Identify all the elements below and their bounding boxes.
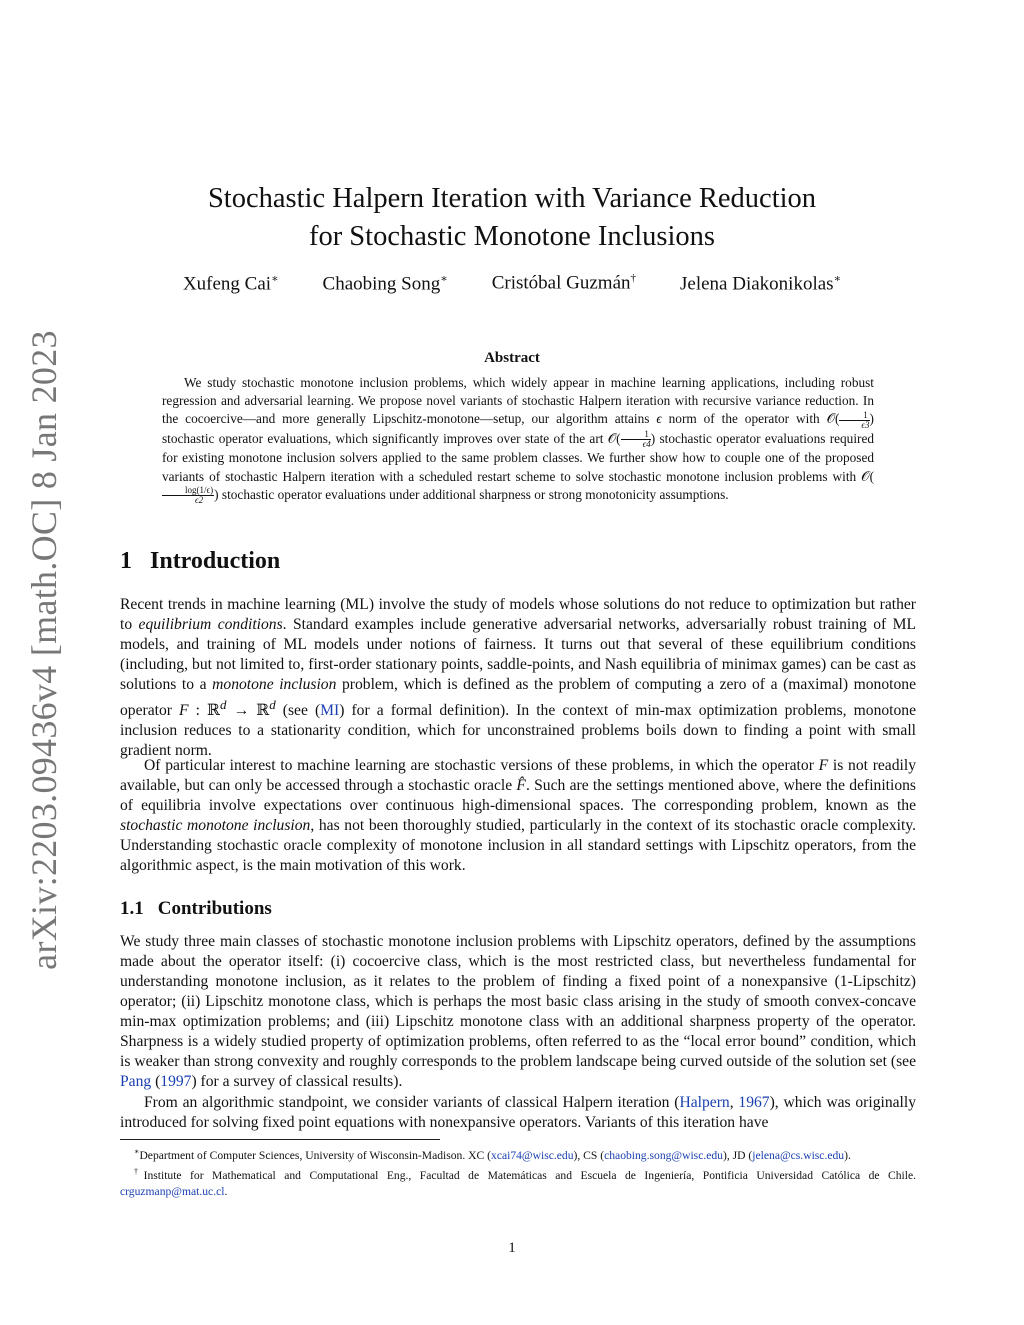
citation-link[interactable]: Pang [120, 1073, 152, 1090]
email-link[interactable]: jelena@cs.wisc.edu [752, 1148, 845, 1162]
footnotes [120, 1144, 916, 1200]
author: Xufeng Cai∗ [182, 273, 279, 295]
email-link[interactable]: xcai74@wisc.edu [491, 1148, 574, 1162]
arxiv-identifier: arXiv:2203.09436v4 [math.OC] 8 Jan 2023 [24, 330, 64, 970]
fraction: $\frac{1}{\epsilon 3}$ [839, 411, 869, 430]
citation-year-link[interactable]: 1967 [738, 1094, 770, 1111]
intro-paragraph-1: Recent trends in machine learning (ML) involve the study of models whose solutions do not reduce to optimization but rather to equilibrium conditions. Standard examples include generative adversarial networks, adversarially robust training of ML models, and training of ML models under notions of fairness. It turns out that several of these equilibrium conditions (including, but not limited to, first-order stationary points, saddle-points, and Nash equilibria of minimax games) can be cast as solutions to a monotone inclusion problem, which is defined as the problem of computing a zero of a (maximal) monotone operator F : ℝ$^d$ → ℝ$^d$ (see (MI) for a formal definition). In the context of min-max optimization problems, monotone inclusion reduces to a stationarity condition, which for unconstrained problems boils down to finding a point with small gradient norm. [120, 596, 917, 760]
subsection-heading-contributions: 1.1 Contributions [120, 898, 272, 919]
abstract-body: We study stochastic monotone inclusion problems, which widely appear in machine learning applications, including robust regression and adversarial learning. We propose novel variants of stochastic Halpern iteration with recursive variance reduction. In the cocoercive—and more generally Lipschitz-monotone—setup, our algorithm attains ϵ norm of the operator with 𝒪( $\frac{1}{\epsilon 3}$ ) stochastic operator evaluations, which significantly improves over state of the art 𝒪( $\frac{1}{\epsilon 4}$ ) stochastic operator evaluations required for existing monotone inclusion solvers applied to the same problem classes. We further show how to couple one of the proposed variants of stochastic Halpern iteration with a scheduled restart scheme to solve stochastic monotone inclusion problems with 𝒪( $\frac{\log(1/\epsilon)}{\epsilon 2}$ ) stochastic operator evaluations under additional sharpness or strong monotonicity assumptions. [162, 375, 874, 506]
citation-year-link[interactable]: 1997 [160, 1073, 192, 1090]
author: Chaobing Song∗ [322, 273, 448, 295]
author: Cristóbal Guzmán† [491, 272, 637, 294]
footnote-2: †Institute for Mathematical and Computational Eng., Facultad de Matemáticas and Escuela de Ingeniería, Pontificia Universidad Católica de Chile. crguzmanp@mat.uc.cl. [120, 1166, 917, 1198]
fraction: $\frac{1}{\epsilon 4}$ [621, 430, 651, 449]
contributions-paragraph-1: We study three main classes of stochastic monotone inclusion problems with Lipschitz operators, defined by the assumptions made about the operator itself: (i) cocoercive class, which is the most restricted class, but nevertheless fundamental for understanding monotone inclusion, as it relates to the problem of finding a fixed point of a nonexpansive (1-Lipschitz) operator; (ii) Lipschitz monotone class, which is perhaps the most basic class arising in the study of smooth convex-concave min-max optimization problems; and (iii) Lipschitz monotone class with an additional sharpness property of the operator. Sharpness is a widely studied property of optimization problems, often referred to as the “local error bound” condition, which is weaker than strong convexity and roughly corresponds to the problem landscape being curved outside of the solution set (see Pang (1997) for a survey of classical results). [120, 933, 916, 1090]
contributions-paragraph-2: From an algorithmic standpoint, we consider variants of classical Halpern iteration (Halpern, 1967), which was originally introduced for solving fixed point equations with nonexpansive operators. Variants of this iteration have [120, 1094, 917, 1131]
fraction: $\frac{\log(1/\epsilon)}{\epsilon 2}$ [162, 486, 214, 505]
section-heading-introduction: 1 Introduction [120, 548, 281, 574]
author-list [0, 272, 1024, 295]
title-line-2: for Stochastic Monotone Inclusions [308, 221, 716, 252]
footnote-1: ∗Department of Computer Sciences, University of Wisconsin-Madison. XC (xcai74@wisc.edu), CS (chaobing.song@wisc.edu), JD (jelena@cs.wisc.edu). [134, 1147, 851, 1162]
intro-paragraph-2: Of particular interest to machine learning are stochastic versions of these problems, in which the operator F is not readily available, but can only be accessed through a stochastic oracle F̂. Such are the settings mentioned above, where the definitions of equilibria involve expectations over continuous high-dimensional spaces. The corresponding problem, known as the stochastic monotone inclusion, has not been thoroughly studied, particularly in the context of its stochastic oracle complexity. Understanding stochastic oracle complexity of monotone inclusion in all standard settings with Lipschitz operators, from the algorithmic aspect, is the main motivation of this work. [120, 757, 917, 874]
email-link[interactable]: crguzmanp@mat.uc.cl [120, 1184, 225, 1198]
author: Jelena Diakonikolas∗ [680, 273, 842, 295]
equation-ref-link[interactable]: MI [320, 702, 340, 720]
paper-title [0, 180, 1024, 256]
title-line-1: Stochastic Halpern Iteration with Variance Reduction [207, 183, 817, 214]
page-number: 1 [508, 1240, 516, 1256]
footnote-divider [120, 1139, 440, 1140]
citation-link[interactable]: Halpern [679, 1094, 730, 1111]
email-link[interactable]: chaobing.song@wisc.edu [604, 1148, 723, 1162]
abstract-heading: Abstract [484, 350, 540, 366]
